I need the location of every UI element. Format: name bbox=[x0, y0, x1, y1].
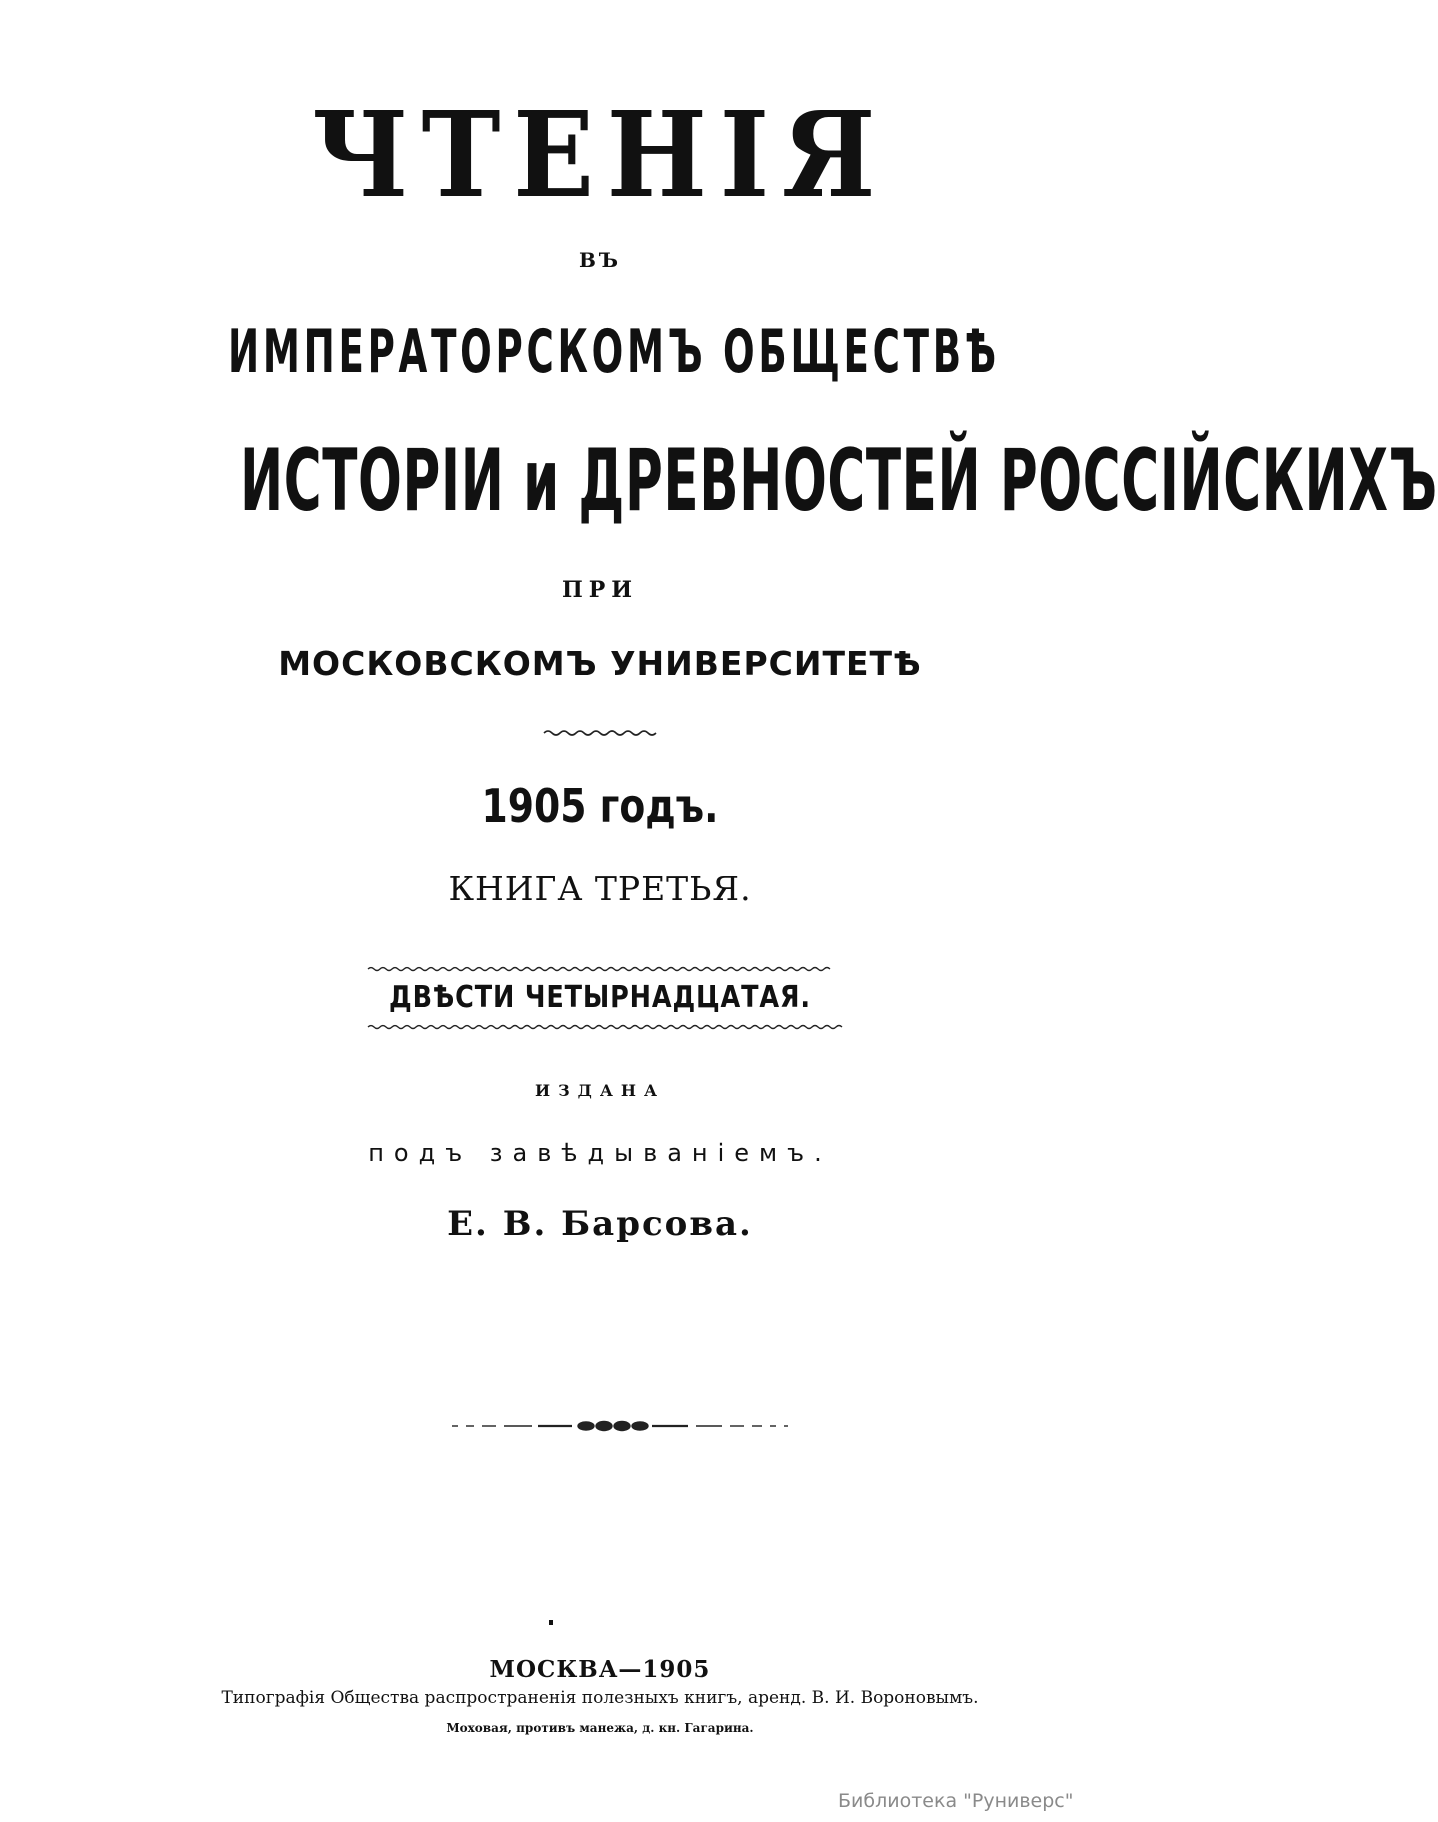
preposition: ВЪ bbox=[578, 248, 622, 272]
university-line: МОСКОВСКОМЪ УНИВЕРСИТЕТѢ bbox=[278, 644, 922, 683]
editorship-line: подъ завѣдываніемъ. bbox=[368, 1139, 832, 1167]
history-line: ИСТОРІИ и ДРЕВНОСТЕЙ РОССІЙСКИХЪ bbox=[240, 431, 1438, 531]
pri-line: ПРИ bbox=[561, 577, 639, 603]
imprint-city-year: МОСКВА—1905 bbox=[489, 1656, 711, 1683]
editor-name: Е. В. Барсова. bbox=[447, 1204, 753, 1244]
imprint-printer: Типографія Общества распространенія полезныхъ книгъ, аренд. В. И. Вороновымъ. bbox=[221, 1688, 979, 1708]
short-wavy-rule bbox=[544, 728, 660, 738]
issue-number: ДВѢСТИ ЧЕТЫРНАДЦАТАЯ. bbox=[389, 980, 811, 1015]
lower-wavy-rule bbox=[368, 1022, 844, 1032]
published-label: ИЗДАНА bbox=[534, 1081, 666, 1100]
upper-wavy-rule bbox=[368, 964, 832, 974]
ornament-rule bbox=[452, 1420, 792, 1432]
publication-title: ЧТЕНІЯ bbox=[311, 85, 889, 224]
society-line: ИМПЕРАТОРСКОМЪ ОБЩЕСТВѢ bbox=[228, 317, 1000, 387]
year-line: 1905 годъ. bbox=[481, 779, 719, 833]
ink-dot bbox=[549, 1620, 553, 1625]
library-watermark: Библиотека "Руниверс" bbox=[838, 1790, 1074, 1812]
imprint-address: Моховая, противъ манежа, д. кн. Гагарина. bbox=[446, 1721, 754, 1735]
book-line: КНИГА ТРЕТЬЯ. bbox=[448, 869, 752, 908]
